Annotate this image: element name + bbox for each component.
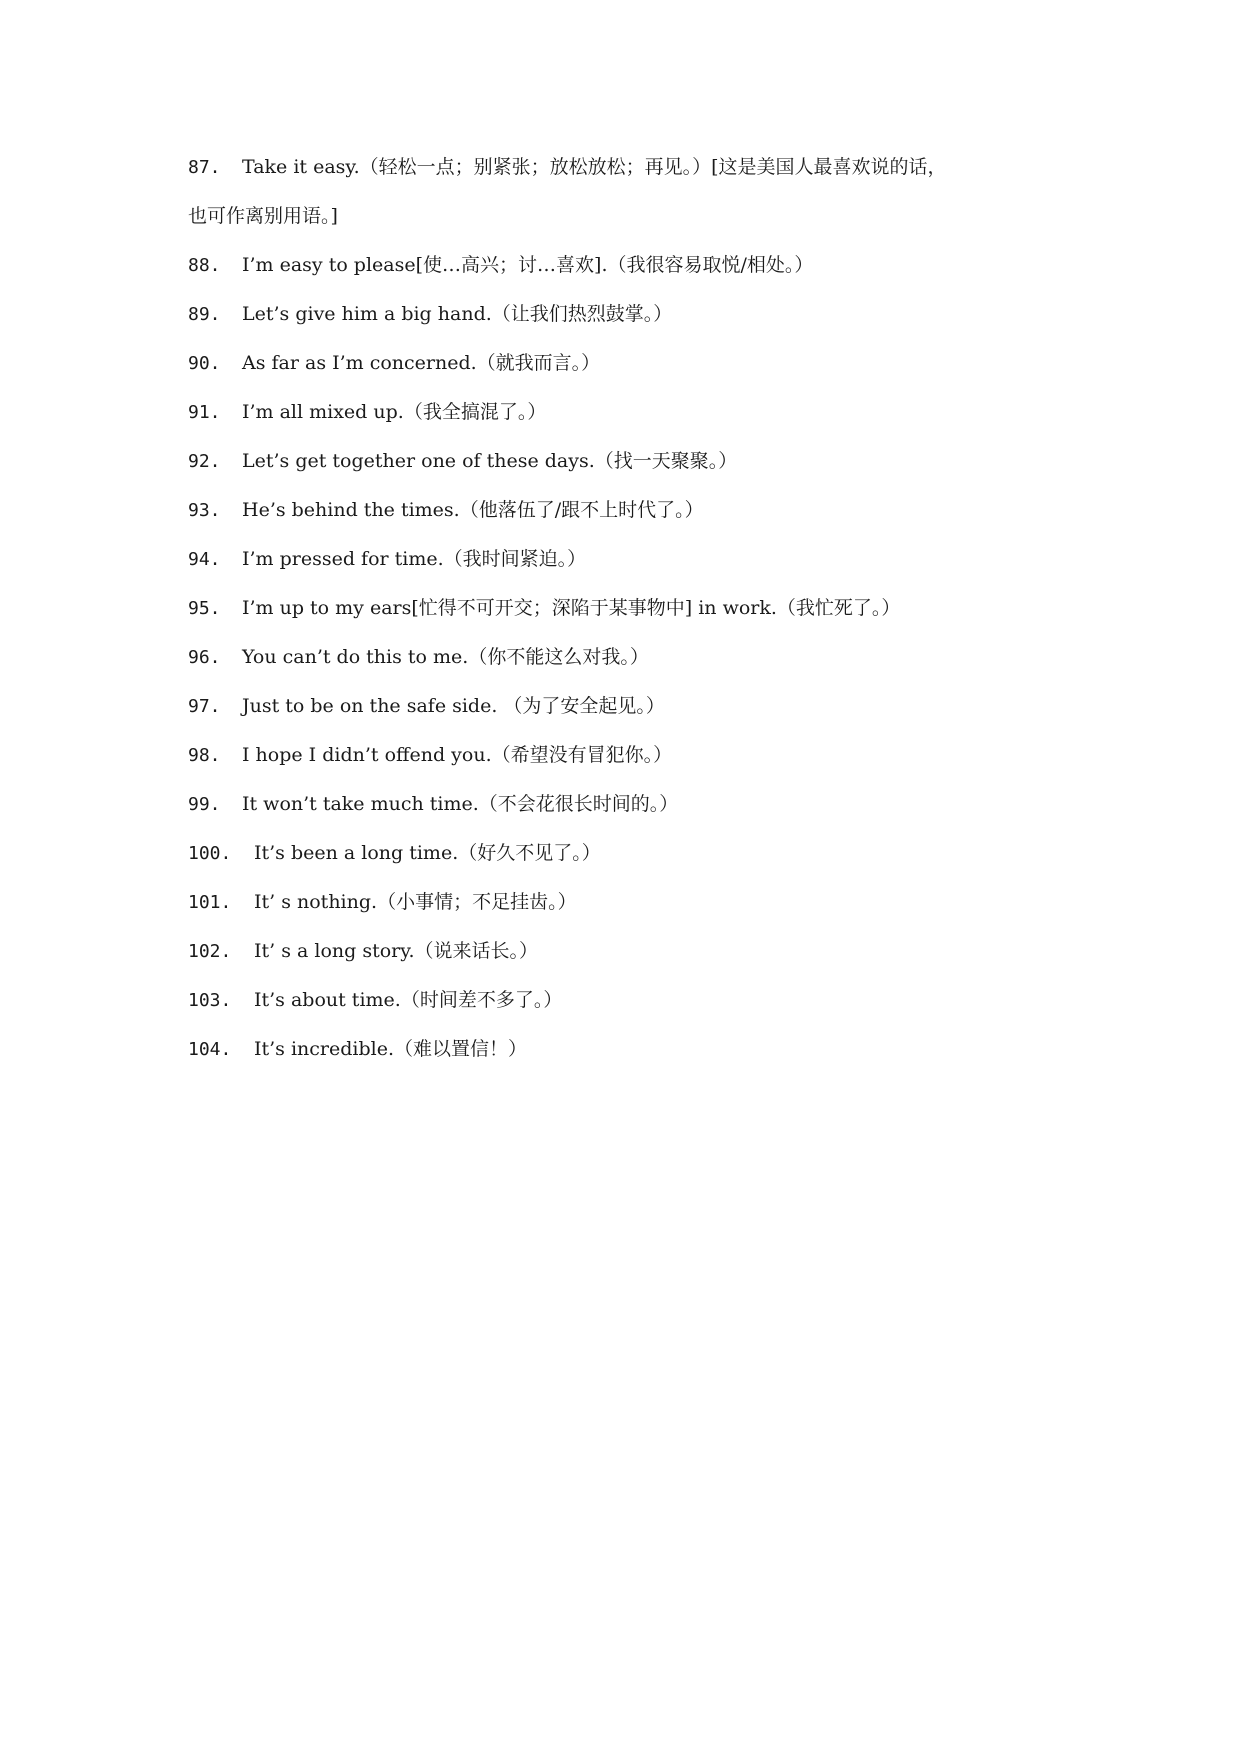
entry-number: 104. bbox=[188, 1039, 232, 1060]
entry-number: 96. bbox=[188, 647, 221, 668]
entry-90 bbox=[188, 339, 1068, 388]
entry-103 bbox=[188, 976, 1068, 1025]
entry-number: 98. bbox=[188, 745, 221, 766]
entry-text: Just to be on the safe side. （为了安全起见。） bbox=[242, 695, 665, 717]
entry-text: Let’s give him a big hand.（让我们热烈鼓掌。） bbox=[242, 303, 673, 325]
entry-text: I’m all mixed up.（我全搞混了。） bbox=[242, 401, 547, 423]
entry-number: 101. bbox=[188, 892, 232, 913]
entry-number: 103. bbox=[188, 990, 232, 1011]
entry-text: I’m easy to please[使…高兴；讨…喜欢].（我很容易取悦/相处。） bbox=[242, 254, 814, 276]
entry-100 bbox=[188, 829, 1068, 878]
entry-91 bbox=[188, 388, 1068, 437]
entry-text: It won’t take much time.（不会花很长时间的。） bbox=[242, 793, 679, 815]
entry-96 bbox=[188, 633, 1068, 682]
entry-101 bbox=[188, 878, 1068, 927]
entry-number: 90. bbox=[188, 353, 221, 374]
entry-text: It’ s a long story.（说来话长。） bbox=[254, 940, 538, 962]
entry-text: I’m pressed for time.（我时间紧迫。） bbox=[242, 548, 587, 570]
entry-number: 87. bbox=[188, 157, 221, 178]
entry-104 bbox=[188, 1025, 1068, 1074]
entry-text: He’s behind the times.（他落伍了/跟不上时代了。） bbox=[242, 499, 704, 521]
entry-text: Take it easy.（轻松一点；别紧张；放松放松；再见。）[这是美国人最喜欢说的话， bbox=[242, 156, 947, 178]
entry-number: 94. bbox=[188, 549, 221, 570]
entry-89 bbox=[188, 290, 1068, 339]
entry-number: 99. bbox=[188, 794, 221, 815]
entry-number: 89. bbox=[188, 304, 221, 325]
entry-continuation: 也可作离别用语。] bbox=[188, 205, 338, 227]
entry-text: It’s incredible.（难以置信！） bbox=[254, 1038, 528, 1060]
entry-95 bbox=[188, 584, 1068, 633]
entry-text: I hope I didn’t offend you.（希望没有冒犯你。） bbox=[242, 744, 673, 766]
entry-number: 91. bbox=[188, 402, 221, 423]
entry-88 bbox=[188, 241, 1068, 290]
entry-87 bbox=[188, 143, 1068, 241]
entry-text: It’s about time.（时间差不多了。） bbox=[254, 989, 563, 1011]
entry-text: As far as I’m concerned.（就我而言。） bbox=[242, 352, 601, 374]
entry-number: 88. bbox=[188, 255, 221, 276]
entry-text: Let’s get together one of these days.（找一天聚聚。） bbox=[242, 450, 738, 472]
entry-number: 97. bbox=[188, 696, 221, 717]
entry-93 bbox=[188, 486, 1068, 535]
entry-number: 93. bbox=[188, 500, 221, 521]
document-page bbox=[188, 155, 1068, 1074]
entry-text: I’m up to my ears[忙得不可开交；深陷于某事物中] in work.（我忙死了。） bbox=[242, 597, 901, 619]
entry-92 bbox=[188, 437, 1068, 486]
entry-text: It’ s nothing.（小事情；不足挂齿。） bbox=[254, 891, 577, 913]
entry-text: It’s been a long time.（好久不见了。） bbox=[254, 842, 601, 864]
entry-98 bbox=[188, 731, 1068, 780]
entry-97 bbox=[188, 682, 1068, 731]
entry-94 bbox=[188, 535, 1068, 584]
entry-102 bbox=[188, 927, 1068, 976]
entry-text: You can’t do this to me.（你不能这么对我。） bbox=[242, 646, 649, 668]
entry-number: 102. bbox=[188, 941, 232, 962]
entry-number: 95. bbox=[188, 598, 221, 619]
entry-number: 92. bbox=[188, 451, 221, 472]
entry-99 bbox=[188, 780, 1068, 829]
entry-number: 100. bbox=[188, 843, 232, 864]
